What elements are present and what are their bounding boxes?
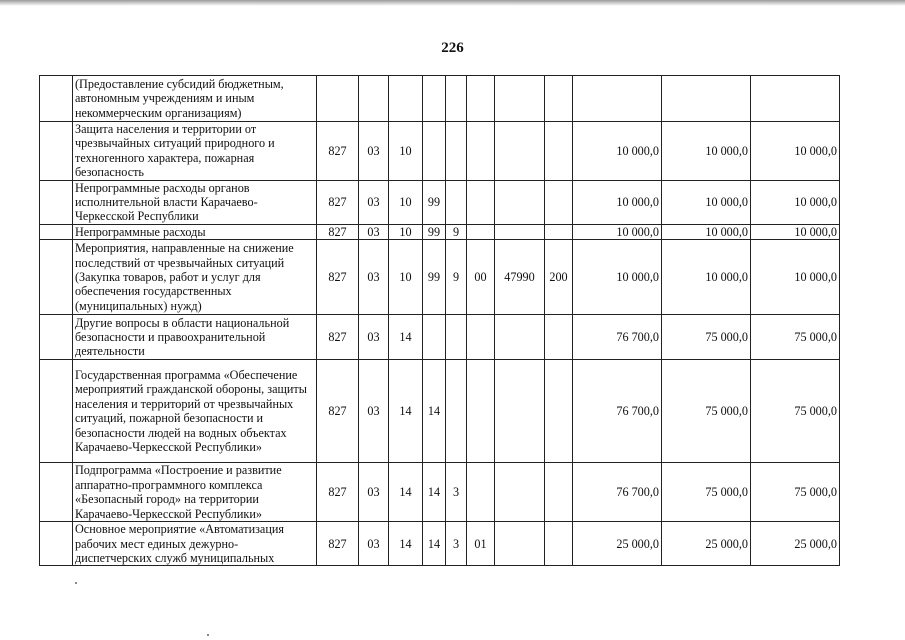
amount-cell-sum1: 25 000,0 (573, 522, 662, 566)
code-cell-cs4 (495, 522, 545, 566)
code-cell-rz (359, 76, 389, 122)
amount-cell-sum1: 10 000,0 (573, 122, 662, 181)
amount-cell-sum3: 75 000,0 (751, 463, 840, 522)
amount-cell-sum3: 75 000,0 (751, 360, 840, 463)
code-cell-vr (545, 224, 573, 239)
item-name-cell: Непрограммные расходы (73, 224, 317, 239)
code-cell-ved: 827 (317, 522, 359, 566)
amount-cell-sum3: 10 000,0 (751, 122, 840, 181)
amount-cell-sum1: 10 000,0 (573, 224, 662, 239)
code-cell-pr: 14 (389, 315, 423, 360)
code-cell-ved: 827 (317, 180, 359, 224)
table-row (40, 463, 840, 522)
code-cell-cs3 (467, 360, 495, 463)
table-row (40, 76, 840, 122)
code-cell-cs1: 14 (423, 360, 446, 463)
code-cell-cs3 (467, 224, 495, 239)
code-cell-cs4 (495, 315, 545, 360)
code-cell-vr (545, 360, 573, 463)
code-cell-cs3 (467, 76, 495, 122)
code-cell-cs4 (495, 180, 545, 224)
code-cell-pr (389, 76, 423, 122)
code-cell-cs3: 00 (467, 240, 495, 315)
code-cell-cs1: 99 (423, 224, 446, 239)
amount-cell-sum1: 76 700,0 (573, 315, 662, 360)
code-cell-cs3 (467, 315, 495, 360)
code-cell-cs2 (446, 180, 467, 224)
code-cell-cs2 (446, 122, 467, 181)
budget-table (39, 75, 840, 566)
amount-cell-sum1: 10 000,0 (573, 240, 662, 315)
code-cell-rz: 03 (359, 240, 389, 315)
code-cell-vr (545, 522, 573, 566)
code-cell-cs1 (423, 315, 446, 360)
code-cell-cs3 (467, 122, 495, 181)
code-cell-ved: 827 (317, 122, 359, 181)
code-cell-cs4: 47990 (495, 240, 545, 315)
row-number-cell (40, 224, 73, 239)
amount-cell-sum3: 75 000,0 (751, 315, 840, 360)
code-cell-ved: 827 (317, 224, 359, 239)
row-number-cell (40, 360, 73, 463)
code-cell-pr: 10 (389, 240, 423, 315)
row-number-cell (40, 522, 73, 566)
code-cell-cs2 (446, 360, 467, 463)
row-number-cell (40, 463, 73, 522)
item-name-cell: Защита населения и территории от чрезвычайных ситуаций природного и техногенного характера, пожарная безопасность (73, 122, 317, 181)
code-cell-cs4 (495, 76, 545, 122)
code-cell-pr: 10 (389, 180, 423, 224)
amount-cell-sum1: 10 000,0 (573, 180, 662, 224)
item-name-cell: Основное мероприятие «Автоматизация рабочих мест единых дежурно-диспетчерских служб муниципальных (73, 522, 317, 566)
code-cell-cs2 (446, 315, 467, 360)
code-cell-rz: 03 (359, 463, 389, 522)
code-cell-cs2: 3 (446, 522, 467, 566)
amount-cell-sum2: 25 000,0 (662, 522, 751, 566)
code-cell-vr (545, 76, 573, 122)
code-cell-cs1: 99 (423, 180, 446, 224)
amount-cell-sum2: 10 000,0 (662, 122, 751, 181)
item-name-cell: Другие вопросы в области национальной безопасности и правоохранительной деятельности (73, 315, 317, 360)
code-cell-ved: 827 (317, 360, 359, 463)
code-cell-cs3 (467, 180, 495, 224)
code-cell-cs1: 14 (423, 463, 446, 522)
amount-cell-sum3 (751, 76, 840, 122)
table-row (40, 224, 840, 239)
scan-speck (207, 634, 209, 636)
amount-cell-sum3: 10 000,0 (751, 180, 840, 224)
amount-cell-sum3: 10 000,0 (751, 224, 840, 239)
code-cell-pr: 14 (389, 522, 423, 566)
code-cell-pr: 10 (389, 122, 423, 181)
code-cell-rz: 03 (359, 180, 389, 224)
code-cell-rz: 03 (359, 224, 389, 239)
item-name-cell: Мероприятия, направленные на снижение последствий от чрезвычайных ситуаций (Закупка товаров, работ и услуг для обеспечения государственных (муниципальных) нужд) (73, 240, 317, 315)
table-row (40, 240, 840, 315)
amount-cell-sum1 (573, 76, 662, 122)
table-row (40, 180, 840, 224)
amount-cell-sum2: 75 000,0 (662, 315, 751, 360)
row-number-cell (40, 240, 73, 315)
amount-cell-sum2: 75 000,0 (662, 463, 751, 522)
code-cell-cs3: 01 (467, 522, 495, 566)
scan-top-edge (0, 0, 905, 6)
code-cell-cs2: 9 (446, 224, 467, 239)
code-cell-pr: 14 (389, 360, 423, 463)
code-cell-rz: 03 (359, 360, 389, 463)
code-cell-rz: 03 (359, 315, 389, 360)
code-cell-vr (545, 315, 573, 360)
code-cell-vr (545, 122, 573, 181)
scan-speck (75, 582, 77, 584)
code-cell-cs4 (495, 224, 545, 239)
code-cell-cs1 (423, 76, 446, 122)
code-cell-ved: 827 (317, 240, 359, 315)
amount-cell-sum1: 76 700,0 (573, 360, 662, 463)
code-cell-cs1 (423, 122, 446, 181)
amount-cell-sum1: 76 700,0 (573, 463, 662, 522)
code-cell-cs2: 3 (446, 463, 467, 522)
code-cell-ved: 827 (317, 463, 359, 522)
item-name-cell: Подпрограмма «Построение и развитие аппаратно-программного комплекса «Безопасный город» на территории Карачаево-Черкесской Республики» (73, 463, 317, 522)
row-number-cell (40, 315, 73, 360)
code-cell-cs2: 9 (446, 240, 467, 315)
code-cell-vr (545, 180, 573, 224)
code-cell-rz: 03 (359, 522, 389, 566)
amount-cell-sum2: 10 000,0 (662, 180, 751, 224)
amount-cell-sum2 (662, 76, 751, 122)
amount-cell-sum3: 25 000,0 (751, 522, 840, 566)
table-row (40, 122, 840, 181)
code-cell-vr: 200 (545, 240, 573, 315)
page-number: 226 (441, 40, 464, 56)
item-name-cell: (Предоставление субсидий бюджетным, автономным учреждениям и иным некоммерческим организациям) (73, 76, 317, 122)
code-cell-ved (317, 76, 359, 122)
code-cell-cs4 (495, 463, 545, 522)
code-cell-cs3 (467, 463, 495, 522)
code-cell-cs1: 14 (423, 522, 446, 566)
code-cell-ved: 827 (317, 315, 359, 360)
row-number-cell (40, 76, 73, 122)
amount-cell-sum3: 10 000,0 (751, 240, 840, 315)
item-name-cell: Непрограммные расходы органов исполнительной власти Карачаево-Черкесской Республики (73, 180, 317, 224)
amount-cell-sum2: 10 000,0 (662, 240, 751, 315)
code-cell-cs4 (495, 122, 545, 181)
code-cell-cs1: 99 (423, 240, 446, 315)
table-row (40, 315, 840, 360)
amount-cell-sum2: 10 000,0 (662, 224, 751, 239)
code-cell-pr: 10 (389, 224, 423, 239)
code-cell-cs4 (495, 360, 545, 463)
table-row (40, 360, 840, 463)
code-cell-vr (545, 463, 573, 522)
code-cell-pr: 14 (389, 463, 423, 522)
amount-cell-sum2: 75 000,0 (662, 360, 751, 463)
row-number-cell (40, 122, 73, 181)
row-number-cell (40, 180, 73, 224)
code-cell-rz: 03 (359, 122, 389, 181)
code-cell-cs2 (446, 76, 467, 122)
table-row (40, 522, 840, 566)
item-name-cell: Государственная программа «Обеспечение мероприятий гражданской обороны, защиты населения и территорий от чрезвычайных ситуаций, пожарной безопасности и безопасности людей на водных объектах Карачаево-Черкесской Республики» (73, 360, 317, 463)
